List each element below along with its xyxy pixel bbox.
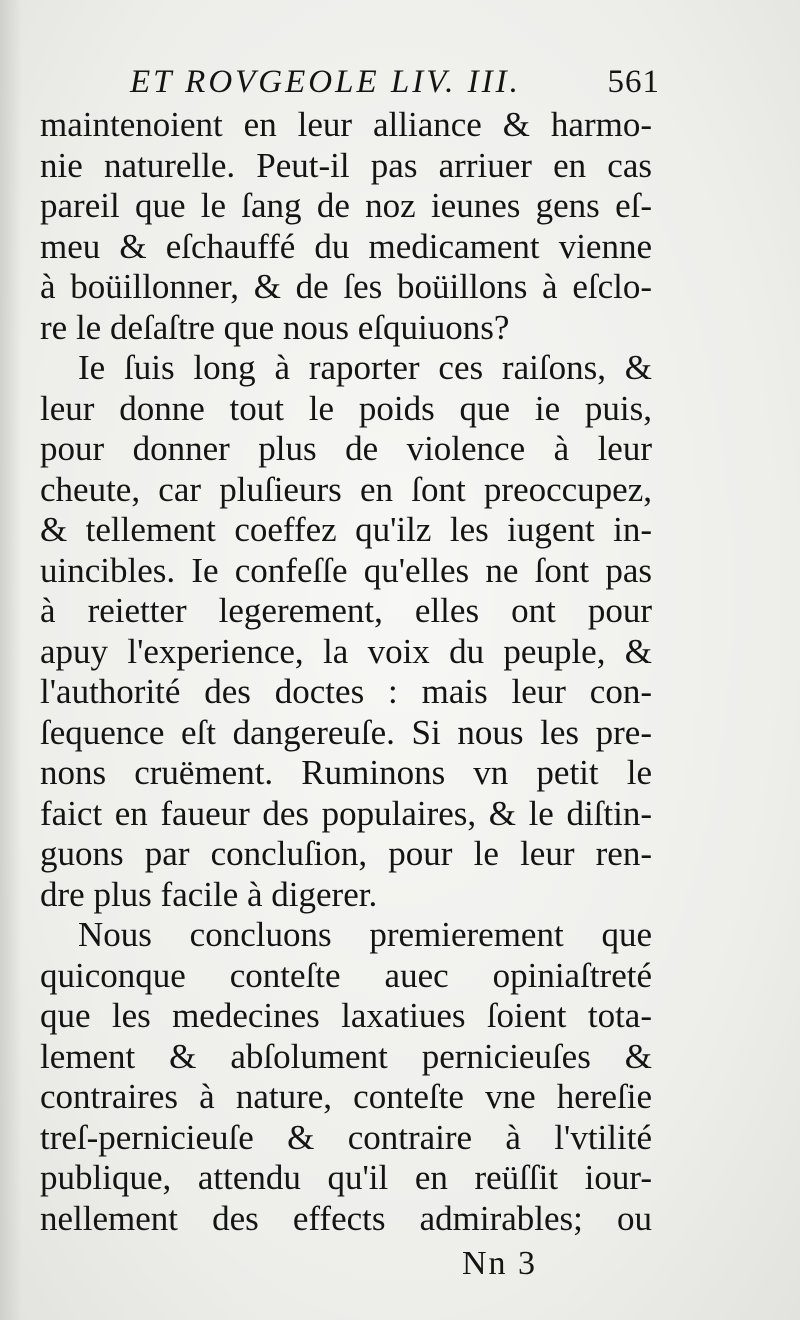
text-line: apuy l'experience, la voix du peuple, & — [40, 631, 652, 671]
text-line: l'authorité des doctes : mais leur con- — [40, 672, 652, 711]
text-line: lement & abſolument pernicieuſes & — [40, 1036, 652, 1076]
text-line: pareil que le ſang de noz ieunes gens eſ- — [40, 186, 652, 225]
running-head: ET ROVGEOLE LIV. III. — [130, 64, 521, 100]
text-line: à reietter legerement, elles ont pour — [40, 591, 652, 630]
text-line: guons par concluſion, pour le leur ren- — [40, 834, 652, 873]
text-line: à boüillonner, & de ſes boüillons à eſclo- — [40, 267, 652, 306]
text-line: cheute, car pluſieurs en ſont preoccupez, — [40, 469, 652, 509]
text-line: re le deſaſtre que nous eſquiuons? — [40, 307, 510, 347]
text-line: ſequence eſt dangereuſe. Si nous les pre- — [40, 712, 652, 752]
text-line: que les medecines laxatiues ſoient tota- — [40, 996, 652, 1035]
text-line: nie naturelle. Peut-il pas arriuer en cas — [40, 145, 652, 185]
text-line: publique, attendu qu'il en reüſſit iour- — [40, 1158, 652, 1197]
text-line: contraires à nature, conteſte vne hereſie — [40, 1077, 652, 1116]
text-line: uincibles. Ie confeſſe qu'elles ne ſont pas — [40, 550, 652, 590]
text-line: nellement des effects admirables; ou — [40, 1198, 652, 1238]
signature-mark: Nn 3 — [462, 1245, 538, 1282]
text-line: leur donne tout le poids que ie puis, — [40, 388, 652, 428]
text-line: Ie ſuis long à raporter ces raiſons, & — [78, 348, 652, 387]
text-line: treſ-pernicieuſe & contraire à l'vtilité — [40, 1117, 652, 1157]
text-line: Nous concluons premierement que — [78, 915, 652, 954]
page-number: 561 — [607, 64, 660, 100]
text-line: pour donner plus de violence à leur — [40, 429, 652, 468]
page-header — [130, 62, 660, 102]
text-line: maintenoient en leur alliance & harmo- — [40, 105, 652, 144]
text-line: dre plus facile à digerer. — [40, 874, 378, 914]
text-line: nons cruëment. Ruminons vn petit le — [40, 753, 652, 792]
text-line: quiconque conteſte auec opiniaſtreté — [40, 955, 652, 995]
gutter-shadow — [0, 0, 22, 1320]
text-line: meu & eſchauffé du medicament vienne — [40, 226, 652, 266]
text-line: faict en faueur des populaires, & le diſtin- — [40, 793, 652, 833]
text-line: & tellement coeffez qu'ilz les iugent in- — [40, 510, 652, 549]
